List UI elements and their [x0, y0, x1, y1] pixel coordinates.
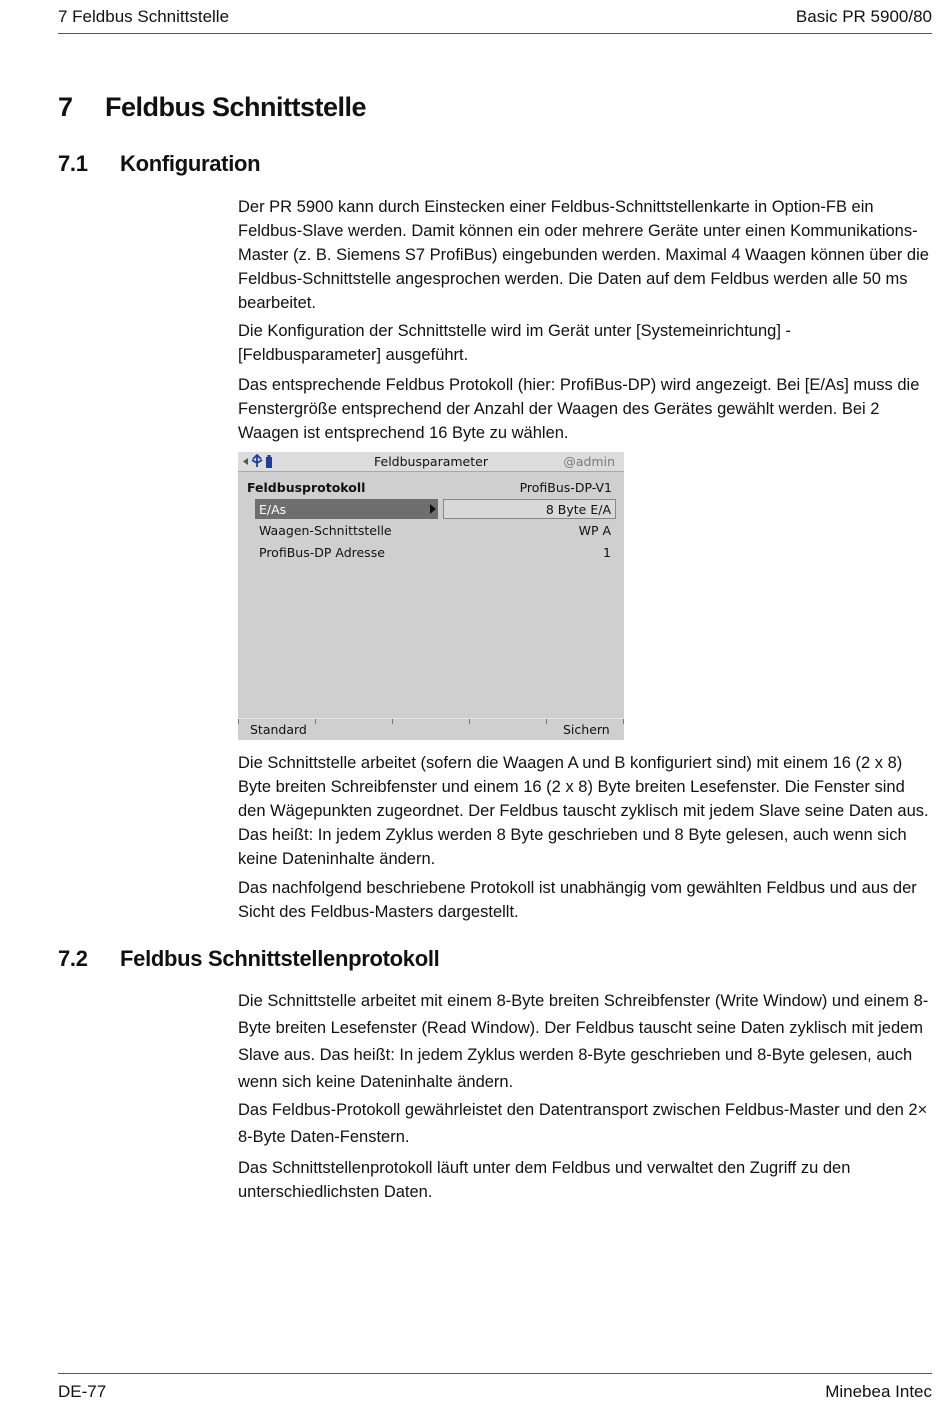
softkey-divider	[392, 719, 393, 724]
protocol-label: Feldbusprotokoll	[247, 480, 366, 495]
screen-titlebar	[238, 452, 624, 472]
row-label: ProfiBus-DP Adresse	[259, 545, 385, 560]
row-eas-label: E/As	[259, 502, 287, 517]
protocol-value: ProfiBus-DP-V1	[519, 480, 612, 495]
section-number: 7.2	[58, 946, 88, 971]
header-product: Basic PR 5900/80	[795, 7, 932, 26]
eas-value: 8 Byte E/A	[545, 502, 611, 517]
header-chapter: 7 Feldbus Schnittstelle	[58, 7, 230, 26]
page-number: DE-77	[58, 1382, 107, 1401]
softkey-divider	[546, 719, 547, 724]
row-eas-selected[interactable]	[255, 499, 438, 519]
section-heading-konfiguration	[58, 151, 260, 177]
running-footer	[58, 1373, 932, 1402]
softkey-standard[interactable]: Standard	[250, 722, 307, 737]
running-header	[58, 0, 932, 34]
eas-value-field[interactable]	[443, 499, 616, 519]
section-heading-protokoll	[58, 946, 440, 972]
softkey-divider	[469, 719, 470, 724]
company-name: Minebea Intec	[825, 1382, 932, 1401]
row-separator	[438, 499, 442, 519]
paragraph: Der PR 5900 kann durch Einstecken einer Feldbus-Schnittstellenkarte in Option-FB ein Feldbus-Slave werden. Damit können ein oder mehrere Geräte unter einen Kommunikations-Master (z. B. Siemens S7 ProfiBus) eingebunden werden. Maximal 4 Waagen können über die Feldbus-Schnittstelle angesprochen werden. Die Daten auf dem Feldbus werden alle 50 ms bearbeitet.	[238, 198, 929, 312]
paragraph: Das Feldbus-Protokoll gewährleistet den Datentransport zwischen Feldbus-Master und den 2× 8-Byte Daten-Fenstern.	[238, 1101, 928, 1146]
chapter-heading	[58, 92, 366, 123]
device-screen-feldbusparameter	[238, 452, 624, 740]
row-label: Waagen-Schnittstelle	[259, 523, 392, 538]
softkey-bar	[238, 718, 624, 741]
section-title: Konfiguration	[120, 151, 261, 176]
paragraph: Die Schnittstelle arbeitet mit einem 8-Byte breiten Schreibfenster (Write Window) und einem 8-Byte breiten Lesefenster (Read Window). Der Feldbus tauscht seine Daten zyklisch mit jedem Slave aus. Das heißt: In jedem Zyklus werden 8-Byte geschrieben und 8-Byte gelesen, auch wenn sich keine Dateninhalte ändern.	[238, 992, 929, 1091]
screen-title: Feldbusparameter	[374, 454, 488, 469]
softkey-divider	[315, 719, 316, 724]
paragraph: Die Schnittstelle arbeitet (sofern die Waagen A und B konfiguriert sind) mit einem 16 (2 x 8) Byte breiten Schreibfenster und einem 16 (2 x 8) Byte breiten Lesefenster. Die Fenster sind den Wägepunkten zugeordnet. Der Feldbus tauscht zyklisch mit jedem Slave seine Daten aus. Das heißt: In jedem Zyklus werden 8 Byte geschrieben und 8 Byte gelesen, auch wenn sich keine Dateninhalte ändern.	[238, 754, 929, 868]
paragraph: Das nachfolgend beschriebene Protokoll ist unabhängig vom gewählten Feldbus und aus der Sicht des Feldbus-Masters dargestellt.	[238, 879, 917, 921]
chapter-number: 7	[58, 92, 73, 122]
section-title: Feldbus Schnittstellenprotokoll	[120, 946, 440, 971]
arrow-right-icon	[430, 504, 436, 514]
softkey-sichern[interactable]: Sichern	[563, 722, 610, 737]
softkey-divider	[623, 719, 624, 724]
softkey-divider	[238, 719, 239, 724]
paragraph: Die Konfiguration der Schnittstelle wird im Gerät unter [Systemeinrichtung] - [Feldbusparameter] ausgeführt.	[238, 322, 791, 364]
section-number: 7.1	[58, 151, 88, 176]
row-value: 1	[603, 545, 611, 560]
screen-user: @admin	[563, 454, 615, 469]
row-value: WP A	[578, 523, 611, 538]
paragraph: Das entsprechende Feldbus Protokoll (hier: ProfiBus-DP) wird angezeigt. Bei [E/As] muss die Fenstergröße entsprechend der Anzahl der Waagen des Gerätes gewählt werden. Bei 2 Waagen ist entsprechend 16 Byte zu wählen.	[238, 376, 920, 442]
paragraph: Das Schnittstellenprotokoll läuft unter dem Feldbus und verwaltet den Zugriff zu den unterschiedlichsten Daten.	[238, 1159, 851, 1201]
chapter-title: Feldbus Schnittstelle	[105, 92, 367, 122]
